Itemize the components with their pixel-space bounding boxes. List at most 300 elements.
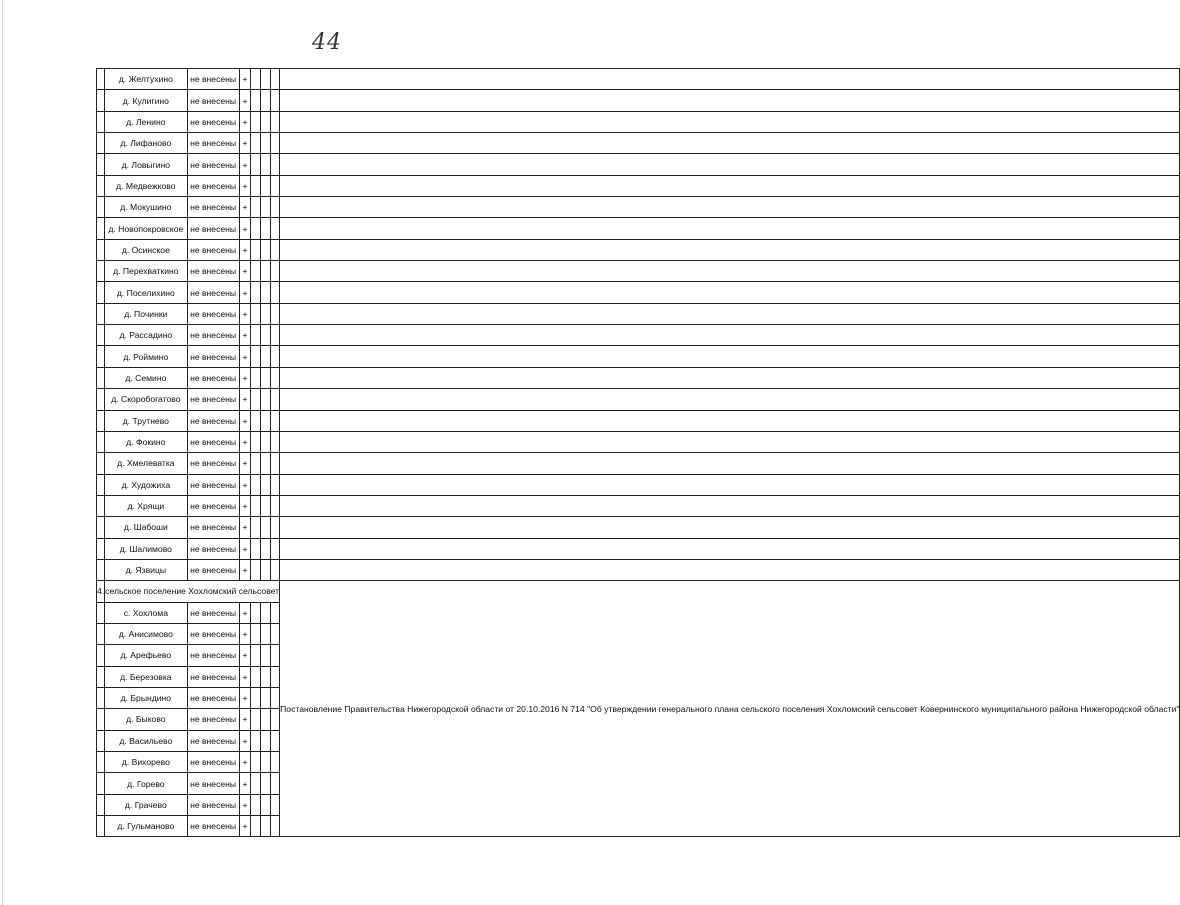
empty-cell	[251, 645, 261, 666]
row-number-cell	[97, 154, 105, 175]
row-number-cell	[97, 90, 105, 111]
row-number-cell	[97, 538, 105, 559]
document-cell	[280, 154, 1180, 175]
empty-cell	[270, 111, 279, 132]
empty-cell	[270, 623, 279, 644]
empty-cell	[260, 538, 270, 559]
row-number-cell	[97, 816, 105, 837]
status-cell: не внесены	[187, 517, 239, 538]
locality-name: д. Рассадино	[105, 325, 187, 346]
row-number-cell	[97, 730, 105, 751]
mark-cell: +	[239, 239, 251, 260]
empty-cell	[251, 602, 261, 623]
locality-name: д. Перехваткино	[105, 261, 187, 282]
row-number-cell	[97, 218, 105, 239]
locality-name: д. Семино	[105, 367, 187, 388]
status-cell: не внесены	[187, 261, 239, 282]
empty-cell	[251, 111, 261, 132]
row-number-cell	[97, 794, 105, 815]
document-cell	[280, 517, 1180, 538]
status-cell: не внесены	[187, 239, 239, 260]
table-row	[97, 133, 1180, 154]
empty-cell	[260, 282, 270, 303]
empty-cell	[260, 816, 270, 837]
mark-cell: +	[239, 666, 251, 687]
locality-name: д. Васильево	[105, 730, 187, 751]
locality-name: д. Желтухино	[105, 69, 187, 90]
row-number-cell	[97, 559, 105, 580]
empty-cell	[270, 197, 279, 218]
empty-cell	[251, 752, 261, 773]
document-cell	[280, 389, 1180, 410]
locality-name: д. Березовка	[105, 666, 187, 687]
empty-cell	[251, 218, 261, 239]
empty-cell	[260, 495, 270, 516]
mark-cell: +	[239, 389, 251, 410]
table-row	[97, 154, 1180, 175]
empty-cell	[270, 325, 279, 346]
table-row	[97, 303, 1180, 324]
table-row	[97, 90, 1180, 111]
empty-cell	[251, 453, 261, 474]
locality-name: д. Художиха	[105, 474, 187, 495]
document-cell	[280, 282, 1180, 303]
empty-cell	[270, 154, 279, 175]
status-cell: не внесены	[187, 69, 239, 90]
row-number-cell	[97, 239, 105, 260]
empty-cell	[260, 431, 270, 452]
row-number-cell	[97, 197, 105, 218]
row-number-cell	[97, 410, 105, 431]
status-cell: не внесены	[187, 218, 239, 239]
mark-cell: +	[239, 218, 251, 239]
table-row	[97, 559, 1180, 580]
locality-name: д. Новопокровское	[105, 218, 187, 239]
table-row	[97, 325, 1180, 346]
document-cell	[280, 261, 1180, 282]
status-cell: не внесены	[187, 538, 239, 559]
empty-cell	[270, 730, 279, 751]
scan-edge-line	[2, 0, 3, 905]
empty-cell	[251, 517, 261, 538]
row-number-cell	[97, 623, 105, 644]
empty-cell	[270, 282, 279, 303]
status-cell: не внесены	[187, 410, 239, 431]
status-cell: не внесены	[187, 111, 239, 132]
empty-cell	[251, 410, 261, 431]
status-cell: не внесены	[187, 645, 239, 666]
document-cell	[280, 495, 1180, 516]
row-number-cell	[97, 111, 105, 132]
status-cell: не внесены	[187, 175, 239, 196]
row-number-cell	[97, 325, 105, 346]
status-cell: не внесены	[187, 474, 239, 495]
mark-cell: +	[239, 90, 251, 111]
document-cell	[280, 453, 1180, 474]
empty-cell	[251, 367, 261, 388]
empty-cell	[270, 666, 279, 687]
empty-cell	[270, 474, 279, 495]
empty-cell	[260, 367, 270, 388]
locality-name: д. Мокушино	[105, 197, 187, 218]
status-cell: не внесены	[187, 623, 239, 644]
locality-name: д. Трутнево	[105, 410, 187, 431]
mark-cell: +	[239, 175, 251, 196]
locality-name: д. Поселихино	[105, 282, 187, 303]
document-cell	[280, 133, 1180, 154]
locality-name: д. Хмелеватка	[105, 453, 187, 474]
empty-cell	[251, 154, 261, 175]
empty-cell	[251, 303, 261, 324]
empty-cell	[270, 239, 279, 260]
empty-cell	[270, 303, 279, 324]
empty-cell	[260, 410, 270, 431]
empty-cell	[260, 389, 270, 410]
empty-cell	[270, 816, 279, 837]
empty-cell	[270, 517, 279, 538]
status-cell: не внесены	[187, 282, 239, 303]
status-cell: не внесены	[187, 602, 239, 623]
empty-cell	[260, 261, 270, 282]
empty-cell	[270, 773, 279, 794]
row-number-cell	[97, 367, 105, 388]
row-number-cell	[97, 303, 105, 324]
document-cell	[280, 410, 1180, 431]
empty-cell	[260, 666, 270, 687]
empty-cell	[270, 389, 279, 410]
row-number-cell	[97, 709, 105, 730]
document-cell	[280, 538, 1180, 559]
locality-name: д. Гульманово	[105, 816, 187, 837]
mark-cell: +	[239, 645, 251, 666]
empty-cell	[251, 389, 261, 410]
locality-name: д. Починки	[105, 303, 187, 324]
locality-name: д. Ленино	[105, 111, 187, 132]
row-number-cell	[97, 133, 105, 154]
empty-cell	[270, 69, 279, 90]
document-cell	[280, 239, 1180, 260]
mark-cell: +	[239, 453, 251, 474]
empty-cell	[270, 538, 279, 559]
locality-name: д. Брындино	[105, 687, 187, 708]
empty-cell	[251, 346, 261, 367]
mark-cell: +	[239, 346, 251, 367]
empty-cell	[251, 474, 261, 495]
document-cell	[280, 346, 1180, 367]
mark-cell: +	[239, 282, 251, 303]
row-number-cell	[97, 773, 105, 794]
table-row	[97, 389, 1180, 410]
table-row	[97, 346, 1180, 367]
table-row	[97, 197, 1180, 218]
empty-cell	[260, 133, 270, 154]
document-cell	[280, 559, 1180, 580]
empty-cell	[270, 453, 279, 474]
empty-cell	[270, 687, 279, 708]
empty-cell	[270, 752, 279, 773]
mark-cell: +	[239, 154, 251, 175]
row-number-cell	[97, 389, 105, 410]
empty-cell	[270, 709, 279, 730]
empty-cell	[260, 90, 270, 111]
empty-cell	[260, 709, 270, 730]
table-row	[97, 218, 1180, 239]
empty-cell	[270, 559, 279, 580]
row-number-cell	[97, 346, 105, 367]
status-cell: не внесены	[187, 389, 239, 410]
empty-cell	[251, 261, 261, 282]
locality-name: д. Ловыгино	[105, 154, 187, 175]
empty-cell	[260, 559, 270, 580]
empty-cell	[260, 645, 270, 666]
mark-cell: +	[239, 623, 251, 644]
status-cell: не внесены	[187, 687, 239, 708]
empty-cell	[251, 90, 261, 111]
status-cell: не внесены	[187, 325, 239, 346]
mark-cell: +	[239, 752, 251, 773]
settlement-name: сельское поселение Хохломский сельсовет	[105, 581, 280, 602]
empty-cell	[270, 346, 279, 367]
mark-cell: +	[239, 111, 251, 132]
row-number-cell	[97, 687, 105, 708]
locality-name: д. Медвежково	[105, 175, 187, 196]
empty-cell	[270, 794, 279, 815]
row-number-cell	[97, 474, 105, 495]
empty-cell	[251, 730, 261, 751]
document-cell	[280, 474, 1180, 495]
mark-cell: +	[239, 261, 251, 282]
table-row	[97, 239, 1180, 260]
empty-cell	[251, 239, 261, 260]
empty-cell	[260, 453, 270, 474]
mark-cell: +	[239, 517, 251, 538]
row-number-cell	[97, 666, 105, 687]
empty-cell	[251, 69, 261, 90]
empty-cell	[260, 239, 270, 260]
table-row	[97, 69, 1180, 90]
status-cell: не внесены	[187, 346, 239, 367]
mark-cell: +	[239, 538, 251, 559]
empty-cell	[251, 794, 261, 815]
document-cell	[280, 367, 1180, 388]
empty-cell	[260, 154, 270, 175]
mark-cell: +	[239, 816, 251, 837]
mark-cell: +	[239, 303, 251, 324]
empty-cell	[260, 602, 270, 623]
locality-name: д. Шабоши	[105, 517, 187, 538]
status-cell: не внесены	[187, 709, 239, 730]
table-row	[97, 175, 1180, 196]
status-cell: не внесены	[187, 495, 239, 516]
empty-cell	[251, 559, 261, 580]
empty-cell	[260, 325, 270, 346]
empty-cell	[260, 303, 270, 324]
row-number-cell	[97, 69, 105, 90]
empty-cell	[260, 474, 270, 495]
mark-cell: +	[239, 709, 251, 730]
empty-cell	[251, 175, 261, 196]
table-row	[97, 410, 1180, 431]
mark-cell: +	[239, 133, 251, 154]
empty-cell	[270, 410, 279, 431]
empty-cell	[260, 687, 270, 708]
mark-cell: +	[239, 687, 251, 708]
status-cell: не внесены	[187, 303, 239, 324]
document-cell	[280, 303, 1180, 324]
empty-cell	[251, 133, 261, 154]
empty-cell	[251, 773, 261, 794]
empty-cell	[251, 623, 261, 644]
status-cell: не внесены	[187, 197, 239, 218]
empty-cell	[270, 133, 279, 154]
page-number: 44	[312, 30, 342, 55]
table-row	[97, 495, 1180, 516]
document-cell	[280, 197, 1180, 218]
mark-cell: +	[239, 367, 251, 388]
empty-cell	[270, 175, 279, 196]
mark-cell: +	[239, 69, 251, 90]
status-cell: не внесены	[187, 773, 239, 794]
locality-name: д. Арефьево	[105, 645, 187, 666]
status-cell: не внесены	[187, 752, 239, 773]
empty-cell	[270, 261, 279, 282]
status-cell: не внесены	[187, 666, 239, 687]
document-cell	[280, 69, 1180, 90]
status-cell: не внесены	[187, 431, 239, 452]
empty-cell	[260, 773, 270, 794]
status-cell: не внесены	[187, 367, 239, 388]
empty-cell	[270, 367, 279, 388]
locality-name: д. Осинское	[105, 239, 187, 260]
row-number-cell	[97, 495, 105, 516]
locality-name: д. Фокино	[105, 431, 187, 452]
empty-cell	[270, 218, 279, 239]
empty-cell	[260, 623, 270, 644]
empty-cell	[270, 495, 279, 516]
empty-cell	[260, 218, 270, 239]
mark-cell: +	[239, 197, 251, 218]
row-number-cell	[97, 453, 105, 474]
empty-cell	[251, 325, 261, 346]
status-cell: не внесены	[187, 559, 239, 580]
row-number-cell	[97, 261, 105, 282]
mark-cell: +	[239, 410, 251, 431]
row-number-cell	[97, 602, 105, 623]
row-number-cell	[97, 282, 105, 303]
mark-cell: +	[239, 773, 251, 794]
locality-name: д. Быково	[105, 709, 187, 730]
empty-cell	[260, 794, 270, 815]
empty-cell	[260, 346, 270, 367]
row-number-cell	[97, 431, 105, 452]
table-row	[97, 517, 1180, 538]
empty-cell	[260, 730, 270, 751]
empty-cell	[270, 90, 279, 111]
document-cell	[280, 325, 1180, 346]
document-cell	[280, 175, 1180, 196]
empty-cell	[251, 666, 261, 687]
document-cell	[280, 111, 1180, 132]
locality-name: с. Хохлома	[105, 602, 187, 623]
locality-name: д. Скоробогатово	[105, 389, 187, 410]
settlements-table-body	[97, 69, 1180, 837]
empty-cell	[251, 709, 261, 730]
table-row	[97, 111, 1180, 132]
status-cell: не внесены	[187, 154, 239, 175]
empty-cell	[260, 69, 270, 90]
table-row	[97, 261, 1180, 282]
mark-cell: +	[239, 431, 251, 452]
status-cell: не внесены	[187, 90, 239, 111]
empty-cell	[251, 538, 261, 559]
locality-name: д. Хрящи	[105, 495, 187, 516]
empty-cell	[270, 645, 279, 666]
mark-cell: +	[239, 559, 251, 580]
locality-name: д. Грачево	[105, 794, 187, 815]
document-cell	[280, 218, 1180, 239]
empty-cell	[260, 111, 270, 132]
locality-name: д. Кулигино	[105, 90, 187, 111]
regulation-document: Постановление Правительства Нижегородской области от 20.10.2016 N 714 "Об утверждении генерального плана сельского поселения Хохломский сельсовет Ковернинского муниципального района Нижегородской области"	[280, 581, 1180, 837]
status-cell: не внесены	[187, 133, 239, 154]
settlements-table	[96, 68, 1180, 837]
row-number-cell	[97, 645, 105, 666]
empty-cell	[251, 495, 261, 516]
locality-name: д. Горево	[105, 773, 187, 794]
mark-cell: +	[239, 474, 251, 495]
row-number-cell	[97, 517, 105, 538]
status-cell: не внесены	[187, 794, 239, 815]
table-row	[97, 282, 1180, 303]
status-cell: не внесены	[187, 730, 239, 751]
settlement-number: 4.	[97, 581, 105, 602]
empty-cell	[251, 282, 261, 303]
locality-name: д. Роймино	[105, 346, 187, 367]
locality-name: д. Вихорево	[105, 752, 187, 773]
empty-cell	[270, 431, 279, 452]
locality-name: д. Язвицы	[105, 559, 187, 580]
row-number-cell	[97, 752, 105, 773]
empty-cell	[260, 752, 270, 773]
empty-cell	[251, 197, 261, 218]
mark-cell: +	[239, 325, 251, 346]
empty-cell	[260, 175, 270, 196]
empty-cell	[260, 197, 270, 218]
locality-name: д. Лифаново	[105, 133, 187, 154]
empty-cell	[251, 687, 261, 708]
mark-cell: +	[239, 730, 251, 751]
document-cell	[280, 90, 1180, 111]
table-row	[97, 367, 1180, 388]
settlement-header-row	[97, 581, 1180, 602]
empty-cell	[260, 517, 270, 538]
table-row	[97, 474, 1180, 495]
locality-name: д. Анисимово	[105, 623, 187, 644]
mark-cell: +	[239, 495, 251, 516]
table-row	[97, 453, 1180, 474]
mark-cell: +	[239, 602, 251, 623]
empty-cell	[270, 602, 279, 623]
status-cell: не внесены	[187, 816, 239, 837]
empty-cell	[251, 816, 261, 837]
row-number-cell	[97, 175, 105, 196]
status-cell: не внесены	[187, 453, 239, 474]
empty-cell	[251, 431, 261, 452]
mark-cell: +	[239, 794, 251, 815]
locality-name: д. Шалимово	[105, 538, 187, 559]
document-cell	[280, 431, 1180, 452]
table-row	[97, 431, 1180, 452]
